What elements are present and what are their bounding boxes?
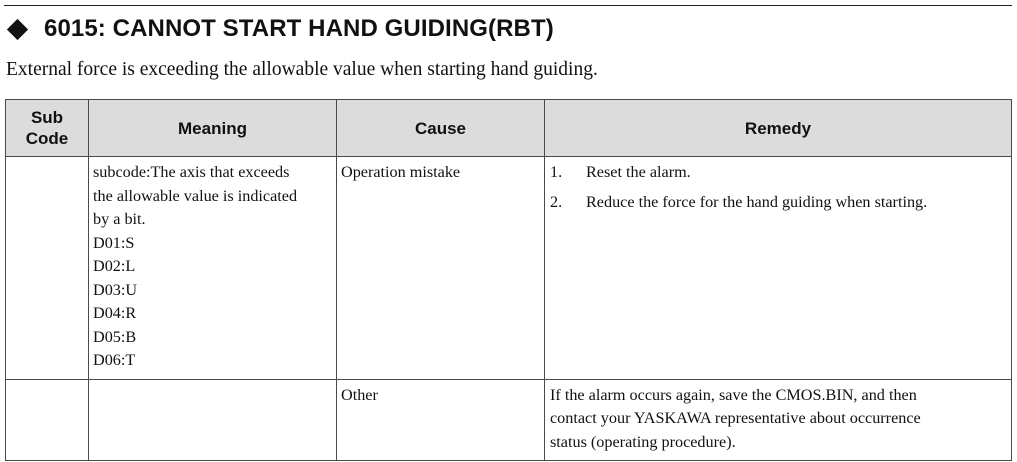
remedy-line: If the alarm occurs again, save the CMOS.BIN, and then	[550, 385, 917, 404]
alarm-title: 6015: CANNOT START HAND GUIDING(RBT)	[44, 15, 554, 42]
subcode-cell	[6, 157, 89, 380]
table-header-row	[6, 100, 1012, 157]
cause-text: Operation mistake	[341, 163, 461, 181]
cause-text: Other	[341, 385, 378, 404]
subcode-cell	[6, 379, 89, 460]
remedy-step	[550, 191, 1005, 215]
table-row	[6, 379, 1012, 460]
step-number: 2.	[550, 192, 563, 211]
meaning-line: D05:B	[93, 327, 137, 346]
meaning-line: D01:S	[93, 233, 135, 252]
meaning-cell	[89, 157, 337, 380]
top-rule	[4, 5, 1012, 6]
remedy-cell	[545, 379, 1012, 460]
table-row	[6, 157, 1012, 380]
meaning-line: D03:U	[93, 280, 138, 299]
subcode-header-line1: Sub	[30, 108, 64, 127]
remedy-cell	[545, 157, 1012, 380]
step-text: Reset the alarm.	[586, 163, 691, 181]
column-header-meaning: Meaning	[89, 100, 337, 157]
column-header-remedy: Remedy	[545, 100, 1012, 157]
meaning-line: D04:R	[93, 304, 137, 322]
step-number: 1.	[550, 163, 563, 181]
cause-cell	[337, 157, 545, 380]
meaning-line: D06:T	[93, 351, 136, 369]
cause-cell	[337, 379, 545, 460]
meaning-line: D02:L	[93, 257, 136, 275]
alarm-heading	[6, 13, 554, 45]
column-header-subcode	[6, 100, 89, 157]
diamond-bullet-icon	[7, 18, 28, 39]
subcode-header-line2: Code	[25, 129, 69, 148]
step-text: Reduce the force for the hand guiding when starting.	[586, 192, 928, 211]
meaning-text	[89, 380, 336, 390]
column-header-cause: Cause	[337, 100, 545, 157]
meaning-line: by a bit.	[93, 210, 146, 228]
alarm-description: External force is exceeding the allowable value when starting hand guiding.	[6, 59, 598, 80]
remedy-step	[550, 161, 1005, 185]
meaning-line: the allowable value is indicated	[93, 186, 298, 205]
remedy-line: status (operating procedure).	[550, 432, 736, 451]
remedy-line: contact your YASKAWA representative about occurrence	[550, 409, 921, 427]
meaning-line: subcode:The axis that exceeds	[93, 163, 290, 181]
alarm-table	[5, 99, 1012, 461]
meaning-cell	[89, 379, 337, 460]
